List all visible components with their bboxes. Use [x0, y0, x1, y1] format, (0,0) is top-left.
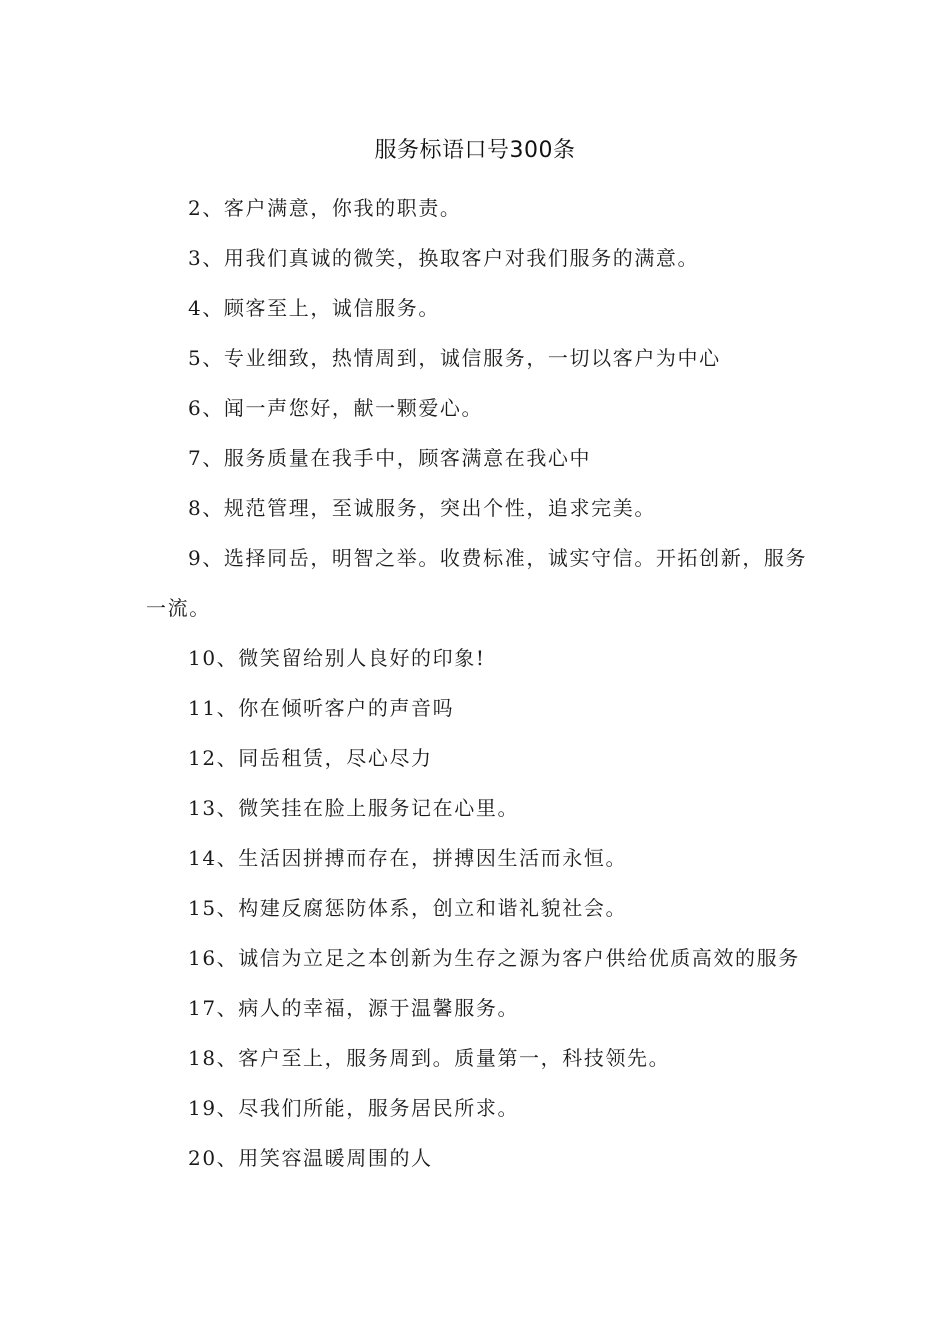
- list-item: 16、诚信为立足之本创新为生存之源为客户供给优质高效的服务: [188, 946, 800, 970]
- list-item: 12、同岳租赁，尽心尽力: [188, 746, 433, 770]
- list-item: 20、用笑容温暖周围的人: [188, 1146, 433, 1170]
- list-item: 18、客户至上，服务周到。质量第一，科技领先。: [188, 1046, 671, 1070]
- list-item: 3、用我们真诚的微笑，换取客户对我们服务的满意。: [188, 246, 700, 270]
- list-item: 14、生活因拼搏而存在，拼搏因生活而永恒。: [188, 846, 628, 870]
- list-item: 13、微笑挂在脸上服务记在心里。: [188, 796, 520, 820]
- list-item: 8、规范管理，至诚服务，突出个性，追求完美。: [188, 496, 656, 520]
- document-title: 服务标语口号300条: [374, 138, 576, 163]
- list-item: 11、你在倾听客户的声音吗: [188, 696, 455, 720]
- list-item: 17、病人的幸福，源于温馨服务。: [188, 996, 520, 1020]
- slogan-list: [146, 183, 810, 1183]
- list-item: 4、顾客至上，诚信服务。: [188, 296, 440, 320]
- list-item: 2、客户满意，你我的职责。: [188, 196, 462, 220]
- list-item: 10、微笑留给别人良好的印象!: [188, 646, 486, 670]
- list-item: 19、尽我们所能，服务居民所求。: [188, 1096, 520, 1120]
- list-item: 6、闻一声您好，献一颗爱心。: [188, 396, 484, 420]
- list-item: 5、专业细致，热情周到，诚信服务，一切以客户为中心: [188, 346, 721, 370]
- list-item: 9、选择同岳，明智之举。收费标准，诚实守信。开拓创新，服务一流。: [146, 546, 808, 620]
- list-item: 15、构建反腐惩防体系，创立和谐礼貌社会。: [188, 896, 628, 920]
- list-item: 7、服务质量在我手中，顾客满意在我心中: [188, 446, 592, 470]
